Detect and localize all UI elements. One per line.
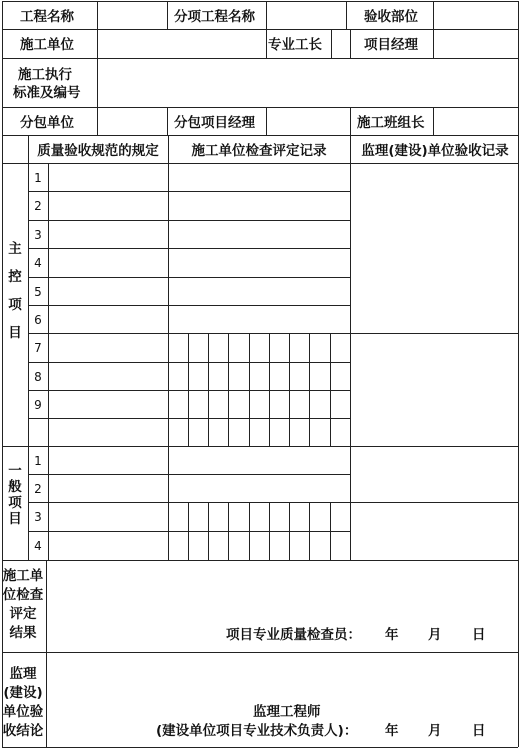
main-control-row-number: 5	[34, 285, 42, 299]
main-control-label-char: 控	[8, 269, 22, 285]
supervision-conclusion-label-line4: 收结论	[2, 723, 44, 739]
h-line	[28, 418, 350, 419]
border-bottom	[2, 747, 518, 748]
label-subcontract-unit: 分包单位	[20, 115, 74, 131]
border-right	[518, 1, 519, 747]
v-line	[188, 502, 189, 560]
v-line	[228, 502, 229, 560]
supervision-conclusion-label-line1: 监理	[9, 666, 37, 682]
field-subcontract-unit[interactable]	[97, 108, 167, 135]
field-supervision-conclusion[interactable]	[46, 652, 336, 712]
h-line	[28, 502, 350, 503]
general-label-char: 目	[8, 511, 22, 527]
field-acceptance-part[interactable]	[433, 2, 517, 29]
conclusion-year: 年	[385, 723, 399, 739]
v-line	[249, 333, 250, 446]
h-line	[28, 248, 350, 249]
h-line	[2, 135, 518, 136]
h-line	[28, 305, 350, 306]
general-label-char: 项	[8, 495, 22, 511]
contractor-result-label-line4: 结果	[9, 625, 37, 641]
field-subcontract-pm[interactable]	[266, 108, 346, 135]
label-sub-project-name: 分项工程名称	[174, 9, 255, 25]
conclusion-day: 日	[472, 723, 486, 739]
result-month: 月	[428, 627, 442, 643]
main-control-row-number: 7	[34, 341, 42, 355]
main-control-label-char: 主	[8, 241, 22, 257]
spec-divider	[168, 135, 169, 560]
field-team-leader[interactable]	[433, 108, 517, 135]
supervising-engineer-label: 监理工程师	[253, 704, 321, 720]
main-control-row-number: 2	[34, 199, 42, 213]
main-control-row-number: 4	[34, 256, 42, 270]
record-divider	[350, 135, 351, 560]
v-line	[167, 1, 168, 29]
supervision-conclusion-label-line2: (建设)	[3, 685, 43, 701]
v-line	[249, 502, 250, 560]
field-sub-project-name[interactable]	[266, 2, 346, 29]
label-acceptance-part: 验收部位	[364, 9, 418, 25]
h-line	[28, 163, 350, 164]
v-line	[289, 502, 290, 560]
v-line	[331, 29, 332, 58]
main-control-label-char: 目	[8, 325, 22, 341]
v-line	[346, 1, 347, 29]
general-label-char: 般	[8, 479, 22, 495]
v-line	[330, 502, 331, 560]
supervision-conclusion-label-line3: 单位验	[2, 704, 44, 720]
conclusion-month: 月	[428, 723, 442, 739]
responsible-person-label: (建设单位项目专业技术负责人)：	[156, 723, 358, 739]
v-line	[350, 107, 351, 135]
contractor-result-label-line2: 位检查	[2, 587, 44, 603]
general-row-number: 1	[34, 454, 42, 468]
field-standard[interactable]	[97, 59, 517, 107]
h-line	[28, 446, 350, 447]
general-row-number: 3	[34, 510, 42, 524]
general-row-number: 4	[34, 539, 42, 553]
field-project-manager[interactable]	[433, 30, 517, 57]
contractor-result-label-line3: 评定	[9, 606, 37, 622]
label-team-leader: 施工班组长	[357, 115, 425, 131]
label-foreman: 专业工长	[268, 37, 322, 53]
v-line	[188, 333, 189, 446]
v-line	[309, 333, 310, 446]
field-foreman[interactable]	[333, 30, 349, 57]
main-control-label-char: 项	[8, 297, 22, 313]
h-line	[28, 191, 350, 192]
label-construction-unit: 施工单位	[20, 37, 74, 53]
contractor-result-label	[2, 567, 44, 643]
result-day: 日	[472, 627, 486, 643]
h-line	[28, 333, 350, 334]
label-standard-line2: 标准及编号	[13, 85, 81, 101]
header-contractor-check: 施工单位检查评定记录	[191, 143, 327, 159]
v-line	[309, 502, 310, 560]
header-spec: 质量验收规范的规定	[37, 143, 159, 159]
h-line	[28, 362, 350, 363]
field-contractor-result[interactable]	[46, 560, 518, 650]
v-line	[269, 502, 270, 560]
contractor-result-label-line1: 施工单	[2, 568, 44, 584]
v-line	[208, 502, 209, 560]
h-line	[28, 220, 350, 221]
label-project-manager: 项目经理	[364, 37, 418, 53]
label-project-name: 工程名称	[20, 9, 74, 25]
result-year: 年	[385, 627, 399, 643]
general-row-number: 2	[34, 482, 42, 496]
h-line	[28, 277, 350, 278]
main-control-row-number: 1	[34, 171, 42, 185]
h-line	[350, 502, 518, 503]
supervision-conclusion-label	[2, 665, 44, 741]
quality-inspector-signature: 项目专业质量检查员：	[226, 627, 361, 643]
field-project-name[interactable]	[97, 2, 167, 29]
v-line	[269, 333, 270, 446]
v-line	[330, 333, 331, 446]
general-label-char: 一	[8, 463, 22, 479]
main-control-row-number: 9	[34, 398, 42, 412]
h-line	[28, 474, 350, 475]
main-control-row-number: 3	[34, 228, 42, 242]
v-line	[208, 333, 209, 446]
v-line	[289, 333, 290, 446]
h-line	[350, 333, 518, 334]
h-line	[28, 531, 350, 532]
header-supervision-record: 监理(建设)单位验收记录	[361, 143, 509, 159]
field-construction-unit[interactable]	[97, 30, 265, 57]
label-standard-line1: 施工执行	[18, 67, 72, 83]
h-line	[28, 390, 350, 391]
v-line	[266, 29, 267, 58]
main-control-row-number: 6	[34, 313, 42, 327]
main-control-row-number: 8	[34, 370, 42, 384]
v-line	[228, 333, 229, 446]
v-line	[350, 29, 351, 58]
label-subcontract-pm: 分包项目经理	[174, 115, 255, 131]
v-line	[167, 107, 168, 135]
